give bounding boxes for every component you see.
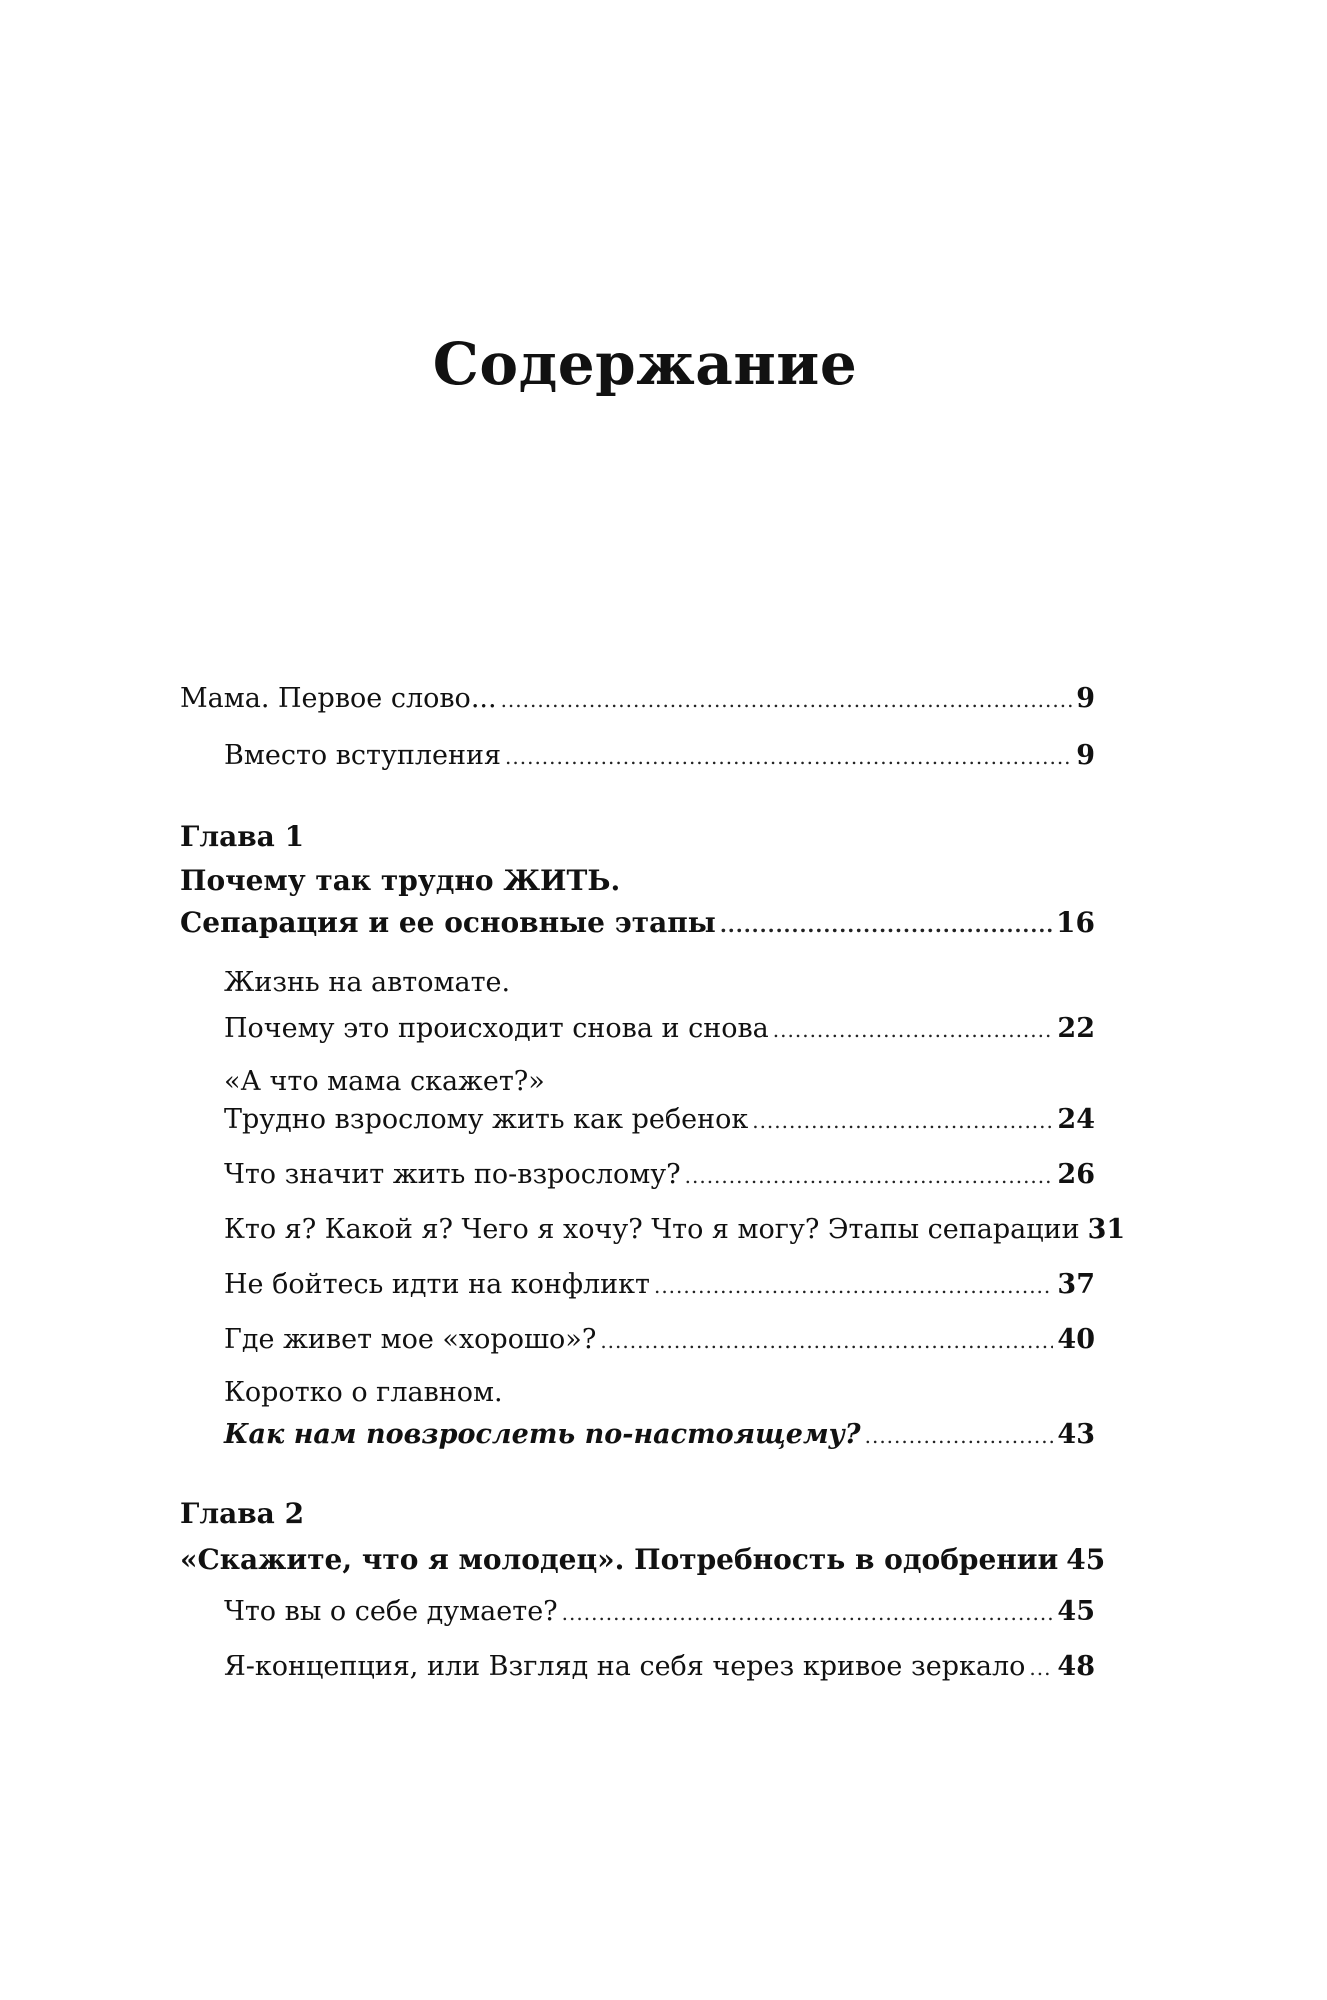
dot-leader <box>654 1267 1053 1305</box>
toc-entry-ch1-7[interactable] <box>180 1374 1095 1455</box>
toc-entry-line1: «А что мама скажет?» <box>224 1066 545 1097</box>
toc-entry-title: Как нам повзрослеть по-настоящему? <box>224 1419 861 1450</box>
toc-page-number: 24 <box>1057 1104 1095 1135</box>
toc-page-number: 40 <box>1057 1324 1095 1355</box>
toc-entry-row <box>224 1101 1095 1140</box>
dot-leader <box>720 906 1052 944</box>
chapter-2-heading[interactable] <box>180 1495 1106 1581</box>
chapter-label: Глава 2 <box>180 1497 305 1530</box>
chapter-1-heading[interactable] <box>180 818 1095 944</box>
toc-page-number: 37 <box>1057 1269 1095 1300</box>
toc-page-number: 43 <box>1057 1419 1095 1450</box>
toc-page-number: 9 <box>1076 740 1095 771</box>
toc-page-number: 45 <box>1057 1596 1095 1627</box>
dot-leader <box>600 1322 1053 1360</box>
toc-entry-ch1-4[interactable] <box>180 1211 1126 1250</box>
dot-leader <box>773 1011 1054 1049</box>
page-title: Содержание <box>432 330 858 398</box>
toc-entry-title: Вместо вступления <box>224 740 502 771</box>
toc-entry-ch1-5[interactable] <box>180 1266 1095 1305</box>
chapter-title: «Скажите, что я молодец». Потребность в одобрении <box>180 1543 1059 1576</box>
dot-leader <box>1029 1649 1053 1687</box>
toc-entry-front-1[interactable] <box>180 680 1095 719</box>
dot-leader <box>752 1102 1053 1140</box>
toc-page-number: 45 <box>1066 1543 1106 1576</box>
toc-entry-title: Почему это происходит снова и снова <box>224 1013 769 1044</box>
chapter-label: Глава 1 <box>180 820 305 853</box>
dot-leader <box>501 681 1073 719</box>
toc-entry-ch2-1[interactable] <box>180 1593 1095 1632</box>
toc-entry-line1: Жизнь на автомате. <box>224 967 511 998</box>
toc-entry-ch1-3[interactable] <box>180 1156 1095 1195</box>
toc-page-number: 22 <box>1057 1013 1095 1044</box>
toc-entry-title: Кто я? Какой я? Чего я хочу? Что я могу? Этапы сепарации <box>224 1214 1080 1245</box>
toc-entry-row <box>224 1416 1095 1455</box>
toc-page-number: 16 <box>1056 906 1095 939</box>
chapter-title-line2: Сепарация и ее основные этапы <box>180 906 716 939</box>
table-of-contents <box>180 680 1126 1687</box>
toc-entry-ch1-6[interactable] <box>180 1321 1095 1360</box>
toc-page-number: 9 <box>1076 683 1095 714</box>
toc-page-number: 31 <box>1087 1214 1126 1245</box>
toc-entry-ch2-2[interactable] <box>180 1648 1095 1687</box>
toc-page-number: 26 <box>1057 1159 1095 1190</box>
toc-entry-title: Не бойтесь идти на конфликт <box>224 1269 650 1300</box>
toc-entry-row <box>224 1010 1095 1049</box>
toc-entry-title: Что значит жить по-взрослому? <box>224 1159 681 1190</box>
toc-entry-front-2[interactable] <box>180 737 1095 776</box>
toc-entry-ch1-1[interactable] <box>180 964 1095 1049</box>
dot-leader <box>505 738 1072 776</box>
dot-leader <box>685 1157 1054 1195</box>
dot-leader <box>562 1594 1054 1632</box>
chapter-title-entry <box>180 904 1095 944</box>
toc-entry-title: Где живет мое «хорошо»? <box>224 1324 597 1355</box>
toc-entry-ch1-2[interactable] <box>180 1063 1095 1140</box>
dot-leader <box>865 1417 1054 1455</box>
toc-entry-title: Я-концепция, или Взгляд на себя через кривое зеркало <box>224 1651 1026 1682</box>
toc-entry-title: Мама. Первое слово... <box>180 683 497 714</box>
chapter-title-entry <box>180 1541 1106 1581</box>
toc-entry-title: Что вы о себе думаете? <box>224 1596 558 1627</box>
toc-entry-line1: Коротко о главном. <box>224 1377 503 1408</box>
toc-entry-title: Трудно взрослому жить как ребенок <box>224 1104 749 1135</box>
toc-page-number: 48 <box>1057 1651 1095 1682</box>
chapter-title-line1: Почему так трудно ЖИТЬ. <box>180 864 621 897</box>
